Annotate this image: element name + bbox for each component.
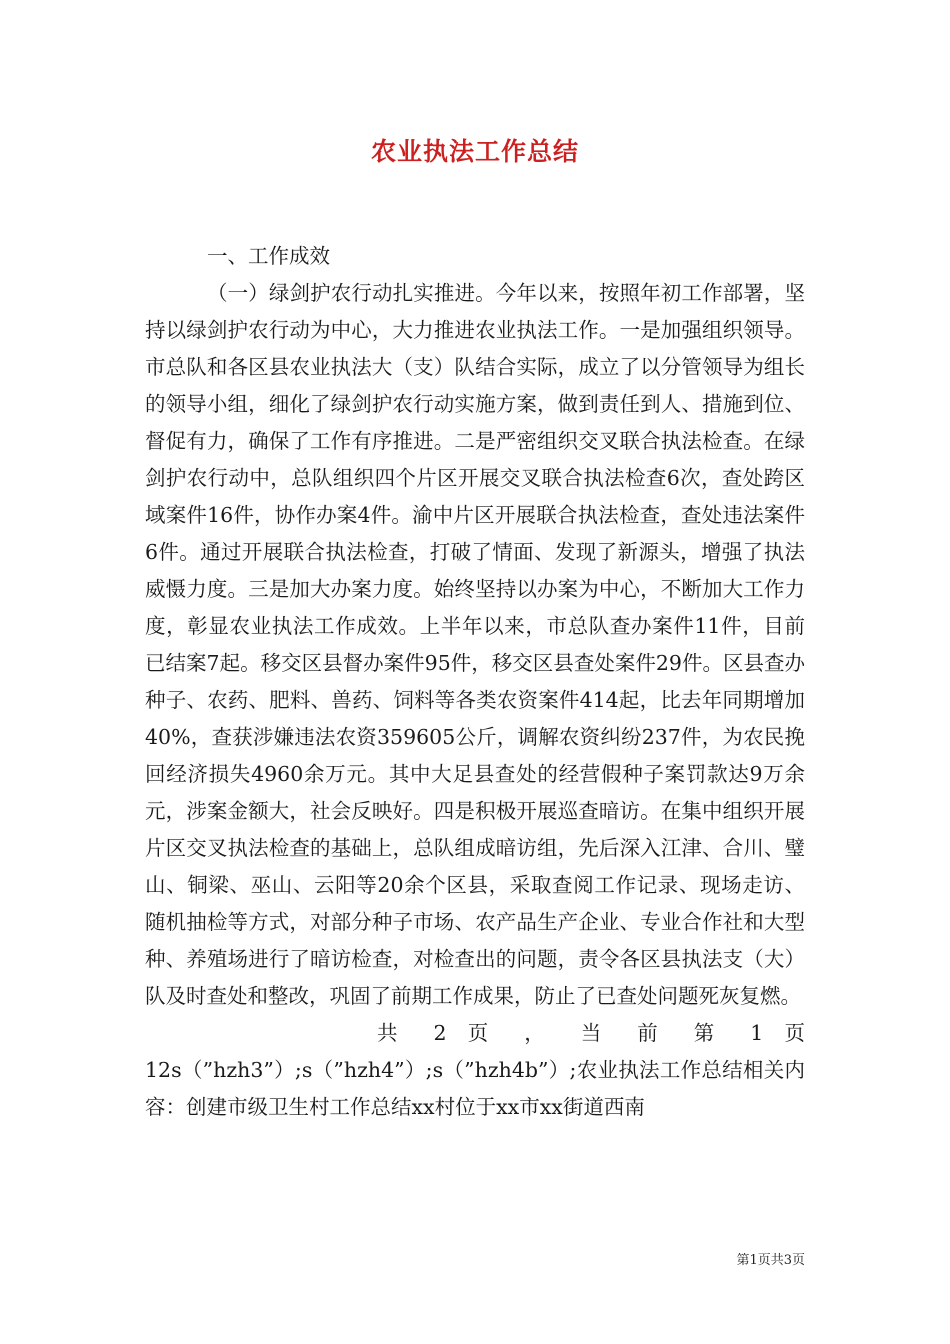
trailing-text: 12s（”hzh3”）;s（”hzh4”）;s（”hzh4b”）;农业执法工作总结相关内容：创建市级卫生村工作总结xx村位于xx市xx街道西南 [145,1058,805,1119]
section-heading: 一、工作成效 [207,244,330,268]
inline-page-indicator: 共 2 页 ， 当 前 第 1 页 [377,1021,805,1045]
page-footer: 第1页共3页 [736,1253,805,1268]
body-paragraph: （一）绿剑护农行动扎实推进。今年以来，按照年初工作部署，坚持以绿剑护农行动为中心，大力推进农业执法工作。一是加强组织领导。市总队和各区县农业执法大（支）队结合实际，成立了以分管领导为组长的领导小组，细化了绿剑护农行动实施方案，做到责任到人、措施到位、督促有力，确保了工作有序推进。二是严密组织交叉联合执法检查。在绿剑护农行动中，总队组织四个片区开展交叉联合执法检查6次，查处跨区域案件16件，协作办案4件。渝中片区开展联合执法检查，查处违法案件6件。通过开展联合执法检查，打破了情面、发现了新源头，增强了执法威慑力度。三是加大办案力度。始终坚持以办案为中心，不断加大工作力度，彰显农业执法工作成效。上半年以来，市总队查办案件11件，目前已结案7起。移交区县督办案件95件，移交区县查处案件29件。区县查办种子、农药、肥料、兽药、饲料等各类农资案件414起，比去年同期增加40%，查获涉嫌违法农资359605公斤，调解农资纠纷237件，为农民挽回经济损失4960余万元。其中大足县查处的经营假种子案罚款达9万余元，涉案金额大，社会反映好。四是积极开展巡查暗访。在集中组织开展片区交叉执法检查的基础上，总队组成暗访组，先后深入江津、合川、璧山、铜梁、巫山、云阳等20余个区县，采取查阅工作记录、现场走访、随机抽检等方式，对部分种子市场、农产品生产企业、专业合作社和大型种、养殖场进行了暗访检查，对检查出的问题，责令各区县执法支（大）队及时查处和整改，巩固了前期工作成果，防止了已查处问题死灰复燃。 [145,281,805,1008]
document-title: 农业执法工作总结 [370,137,579,166]
document-body [145,238,805,1126]
